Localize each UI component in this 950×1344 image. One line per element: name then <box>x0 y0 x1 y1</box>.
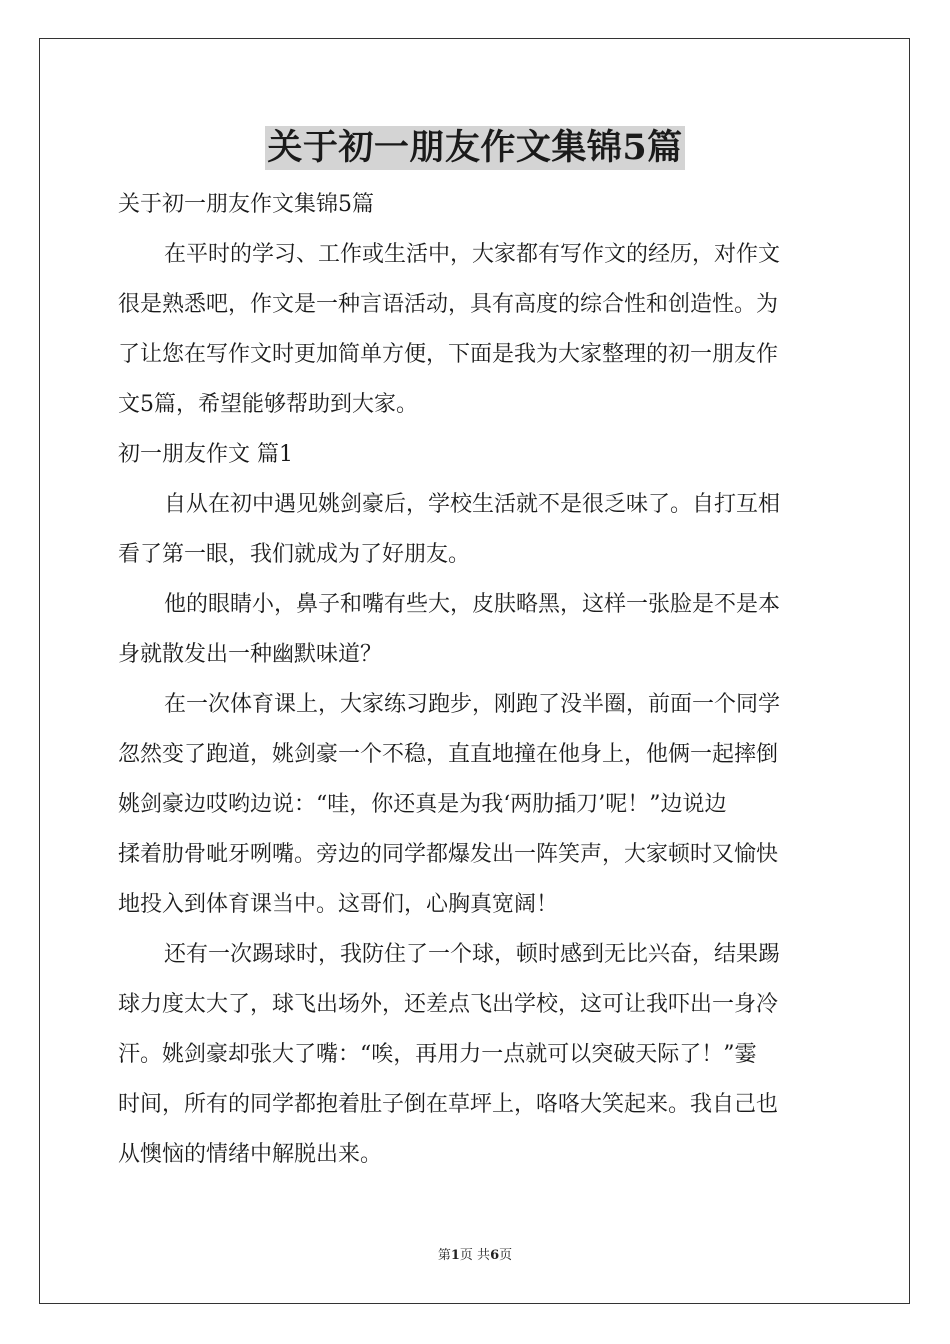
document-title: 关于初一朋友作文集锦5篇 <box>267 127 683 168</box>
paragraph-1 <box>118 480 834 580</box>
paragraph-line: 在一次体育课上，大家练习跑步，刚跑了没半圈，前面一个同学 <box>164 692 781 717</box>
paragraph-line: 姚剑豪边哎哟边说：“哇，你还真是为我‘两肋插刀’呢！”边说边 <box>118 792 727 817</box>
paragraph-line: 身就散发出一种幽默味道？ <box>118 642 383 667</box>
paragraph-line: 自从在初中遇见姚剑豪后，学校生活就不是很乏味了。自打互相 <box>164 492 781 517</box>
page-footer <box>0 1246 950 1266</box>
intro-paragraph <box>118 230 834 430</box>
footer-middle: 页 共 <box>459 1248 491 1263</box>
paragraph-line: 忽然变了跑道，姚剑豪一个不稳，直直地撞在他身上，他俩一起摔倒 <box>118 742 779 767</box>
paragraph-3 <box>118 680 834 930</box>
paragraph-4 <box>118 930 834 1180</box>
section-heading: 初一朋友作文 篇1 <box>118 442 293 467</box>
paragraph-line: 在平时的学习、工作或生活中，大家都有写作文的经历，对作文 <box>164 242 781 267</box>
paragraph-line: 文5篇，希望能够帮助到大家。 <box>118 392 418 417</box>
paragraph-line: 时间，所有的同学都抱着肚子倒在草坪上，咯咯大笑起来。我自己也 <box>118 1092 779 1117</box>
document-body <box>118 180 834 1180</box>
document-subtitle: 关于初一朋友作文集锦5篇 <box>118 192 374 217</box>
paragraph-2 <box>118 580 834 680</box>
paragraph-line: 从懊恼的情绪中解脱出来。 <box>118 1142 383 1167</box>
footer-total-pages: 6 <box>490 1248 500 1263</box>
paragraph-line: 他的眼睛小，鼻子和嘴有些大，皮肤略黑，这样一张脸是不是本 <box>164 592 781 617</box>
paragraph-line: 还有一次踢球时，我防住了一个球，顿时感到无比兴奋，结果踢 <box>164 942 781 967</box>
paragraph-line: 球力度太大了，球飞出场外，还差点飞出学校，这可让我吓出一身冷 <box>118 992 779 1017</box>
paragraph-line: 地投入到体育课当中。这哥们，心胸真宽阔！ <box>118 892 559 917</box>
paragraph-line: 汗。姚剑豪却张大了嘴：“唉，再用力一点就可以突破天际了！”霎 <box>118 1042 757 1067</box>
paragraph-line: 揉着肋骨呲牙咧嘴。旁边的同学都爆发出一阵笑声，大家顿时又愉快 <box>118 842 779 867</box>
paragraph-line: 看了第一眼，我们就成为了好朋友。 <box>118 542 471 567</box>
footer-prefix: 第 <box>437 1248 451 1263</box>
title-container <box>0 126 950 170</box>
footer-suffix: 页 <box>499 1248 513 1263</box>
paragraph-line: 了让您在写作文时更加简单方便，下面是我为大家整理的初一朋友作 <box>118 342 779 367</box>
paragraph-line: 很是熟悉吧，作文是一种言语活动，具有高度的综合性和创造性。为 <box>118 292 779 317</box>
footer-page-number: 1 <box>450 1248 460 1263</box>
